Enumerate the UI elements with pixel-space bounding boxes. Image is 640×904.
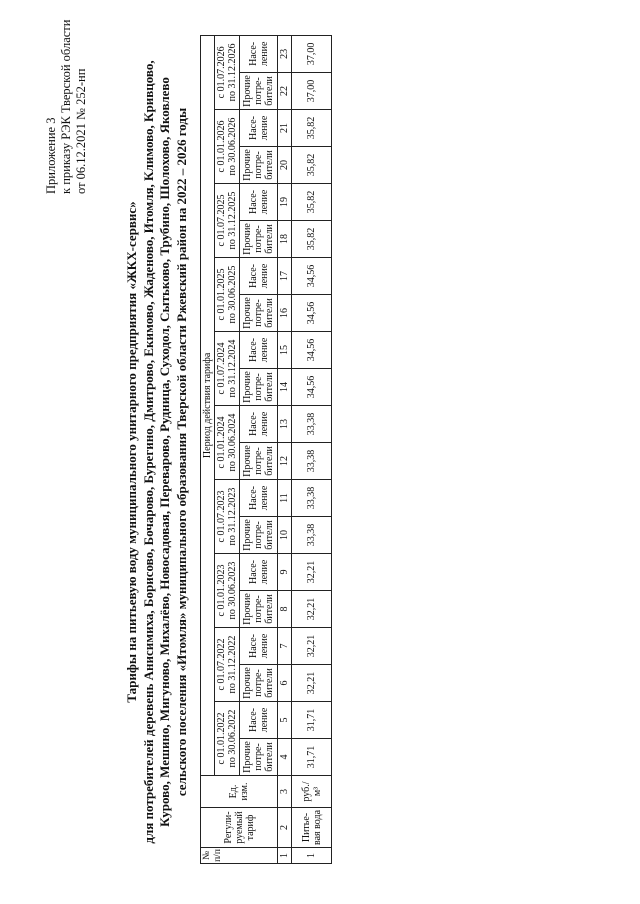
tariff-value: 37,00: [292, 73, 332, 110]
subheader-population: Насе-ление: [240, 184, 278, 221]
period-to: по 30.06.2025: [227, 265, 238, 324]
period-cell: [215, 110, 240, 184]
subheader-population: Насе-ление: [240, 480, 278, 517]
tariff-value: 32,21: [292, 665, 332, 702]
column-number: 7: [278, 628, 292, 665]
tariff-value: 34,56: [292, 295, 332, 332]
subheader-other-consumers: Прочие потре-бители: [240, 591, 278, 628]
col-header-number: № п/п: [201, 848, 278, 864]
column-number: 23: [278, 35, 292, 72]
column-number: 18: [278, 221, 292, 258]
period-cell: [215, 406, 240, 480]
period-to: по 31.12.2022: [227, 635, 238, 694]
period-to: по 30.06.2022: [227, 709, 238, 768]
period-to: по 30.06.2024: [227, 413, 238, 472]
period-from: с 01.07.2023: [216, 490, 227, 543]
subheader-other-consumers: Прочие потре-бители: [240, 73, 278, 110]
tariff-value: 32,21: [292, 591, 332, 628]
period-header: Период действия тарифа: [201, 35, 215, 775]
period-to: по 31.12.2025: [227, 191, 238, 250]
col-header-tariff: Регули-руемый тариф: [201, 808, 278, 848]
subheader-population: Насе-ление: [240, 258, 278, 295]
subheader-other-consumers: Прочие потре-бители: [240, 517, 278, 554]
tariff-value: 32,21: [292, 628, 332, 665]
subheader-population: Насе-ление: [240, 406, 278, 443]
period-cell: [215, 702, 240, 776]
subheader-other-consumers: Прочие потре-бители: [240, 665, 278, 702]
subheader-other-consumers: Прочие потре-бители: [240, 369, 278, 406]
period-from: с 01.07.2022: [216, 638, 227, 691]
tariff-value: 32,21: [292, 554, 332, 591]
tariff-value: 35,82: [292, 221, 332, 258]
tariff-value: 31,71: [292, 739, 332, 776]
column-number: 14: [278, 369, 292, 406]
column-number: 8: [278, 591, 292, 628]
title-line-4: сельского поселения «Итомля» муниципального образования Тверской области Ржевский район на 2022 – 2026 годы: [173, 107, 189, 797]
column-number: 10: [278, 517, 292, 554]
period-cell: [215, 258, 240, 332]
period-cell: [215, 332, 240, 406]
subheader-other-consumers: Прочие потре-бители: [240, 739, 278, 776]
subheader-other-consumers: Прочие потре-бители: [240, 295, 278, 332]
title-line-3: Курово, Мешино, Мигуново, Михалёво, Новосадовая, Переварово, Рудница, Суходол, Сытьково, Трубино, Шолохово, Яковлево: [157, 77, 172, 827]
column-number: 4: [278, 739, 292, 776]
period-from: с 01.07.2025: [216, 194, 227, 247]
tariff-value: 34,56: [292, 332, 332, 369]
tariff-value: 35,82: [292, 184, 332, 221]
period-to: по 30.06.2023: [227, 561, 238, 620]
tariff-value: 37,00: [292, 35, 332, 72]
column-number: 11: [278, 480, 292, 517]
table-row: [292, 35, 332, 863]
tariff-value: 35,82: [292, 147, 332, 184]
tariff-table: [200, 35, 332, 864]
column-number: 16: [278, 295, 292, 332]
column-number: 1: [278, 848, 292, 864]
period-cell: [215, 35, 240, 109]
subheader-population: Насе-ление: [240, 628, 278, 665]
period-cell: [215, 554, 240, 628]
column-number: 9: [278, 554, 292, 591]
period-from: с 01.01.2023: [216, 564, 227, 617]
subheader-population: Насе-ление: [240, 35, 278, 72]
row-number: 1: [292, 848, 332, 864]
subheader-other-consumers: Прочие потре-бители: [240, 443, 278, 480]
column-number: 5: [278, 702, 292, 739]
column-number: 2: [278, 808, 292, 848]
column-number-row: [278, 35, 292, 863]
period-cell: [215, 628, 240, 702]
subheader-population: Насе-ление: [240, 332, 278, 369]
title-line-1: Тарифы на питьевую воду муниципального унитарного предприятия «ЖКХ-сервис»: [124, 201, 139, 703]
tariff-value: 34,56: [292, 369, 332, 406]
col-header-unit: Ед. изм.: [201, 776, 278, 808]
column-number: 3: [278, 776, 292, 808]
subheader-other-consumers: Прочие потре-бители: [240, 147, 278, 184]
subheader-population: Насе-ление: [240, 110, 278, 147]
period-from: с 01.07.2026: [216, 46, 227, 99]
document-title: [124, 26, 190, 878]
period-row: [215, 35, 240, 863]
column-number: 6: [278, 665, 292, 702]
period-from: с 01.01.2024: [216, 416, 227, 469]
subheader-other-consumers: Прочие потре-бители: [240, 221, 278, 258]
subheader-population: Насе-ление: [240, 702, 278, 739]
period-to: по 30.06.2026: [227, 117, 238, 176]
tariff-value: 33,38: [292, 406, 332, 443]
period-to: по 31.12.2023: [227, 487, 238, 546]
title-line-2: для потребителей деревень Анисимиха, Борисово, Бочарово, Бурегино, Дмитрово, Екимово, Жаденово, Итомля, Климово, Кривцово,: [140, 60, 156, 844]
tariff-value: 33,38: [292, 480, 332, 517]
subheader-row: [240, 35, 278, 863]
column-number: 21: [278, 110, 292, 147]
tariff-value: 34,56: [292, 258, 332, 295]
column-number: 12: [278, 443, 292, 480]
subheader-population: Насе-ление: [240, 554, 278, 591]
appendix-line-1: Приложение 3: [44, 117, 58, 194]
row-tariff-name: Питье-вая вода: [292, 808, 332, 848]
column-number: 20: [278, 147, 292, 184]
appendix-line-2: к приказу РЭК Тверской области: [59, 19, 73, 194]
appendix-reference: [44, 19, 89, 194]
period-from: с 01.01.2026: [216, 120, 227, 173]
tariff-value: 31,71: [292, 702, 332, 739]
column-number: 15: [278, 332, 292, 369]
period-to: по 31.12.2026: [227, 43, 238, 102]
tariff-value: 33,38: [292, 517, 332, 554]
period-from: с 01.01.2022: [216, 712, 227, 765]
tariff-value: 33,38: [292, 443, 332, 480]
tariff-value: 35,82: [292, 110, 332, 147]
period-from: с 01.07.2024: [216, 342, 227, 395]
period-to: по 31.12.2024: [227, 339, 238, 398]
period-cell: [215, 184, 240, 258]
column-number: 22: [278, 73, 292, 110]
appendix-line-3: от 06.12.2021 № 252-нп: [74, 68, 88, 194]
period-cell: [215, 480, 240, 554]
column-number: 19: [278, 184, 292, 221]
row-unit: руб./м³: [292, 776, 332, 808]
column-number: 13: [278, 406, 292, 443]
period-from: с 01.01.2025: [216, 268, 227, 321]
column-number: 17: [278, 258, 292, 295]
